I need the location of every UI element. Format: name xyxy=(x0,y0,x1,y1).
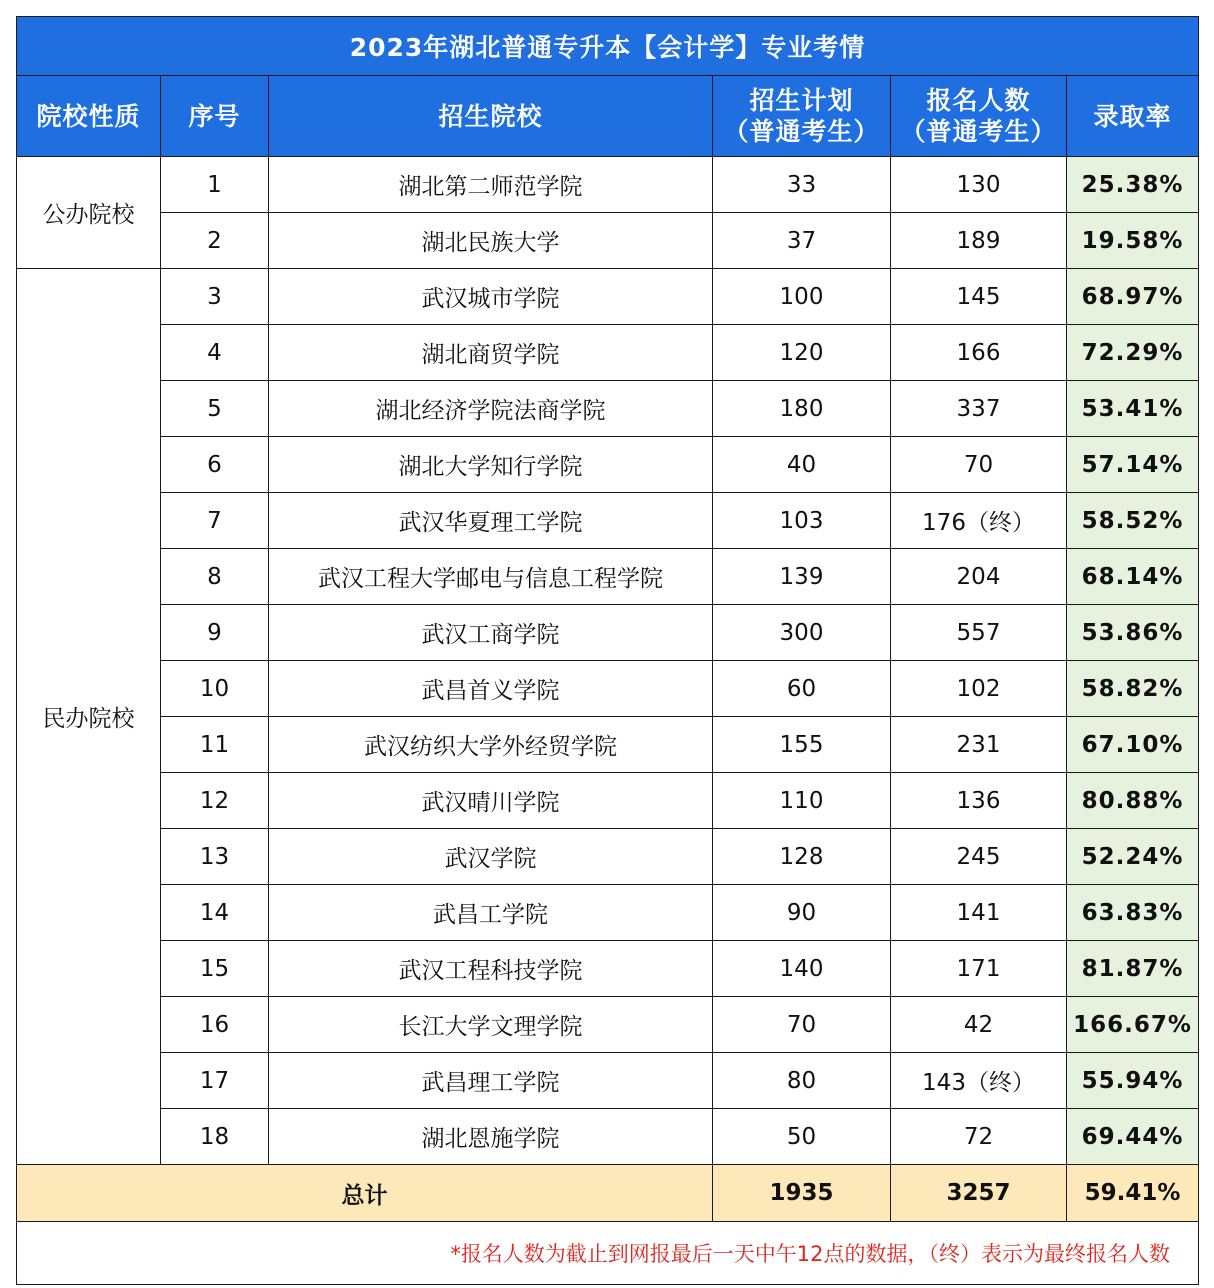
row-number: 14 xyxy=(161,885,269,941)
applicant-count: 141 xyxy=(891,885,1067,941)
plan-count: 140 xyxy=(713,941,891,997)
school-name: 湖北民族大学 xyxy=(269,213,713,269)
total-row xyxy=(17,1165,1199,1222)
table-row xyxy=(17,885,1199,941)
applicant-count: 231 xyxy=(891,717,1067,773)
plan-count: 110 xyxy=(713,773,891,829)
admission-rate: 67.10% xyxy=(1067,717,1199,773)
table-row xyxy=(17,941,1199,997)
plan-count: 103 xyxy=(713,493,891,549)
plan-count: 33 xyxy=(713,157,891,213)
row-number: 3 xyxy=(161,269,269,325)
school-name: 武昌工学院 xyxy=(269,885,713,941)
table-row xyxy=(17,437,1199,493)
school-name: 武汉晴川学院 xyxy=(269,773,713,829)
plan-count: 70 xyxy=(713,997,891,1053)
applicant-count: 72 xyxy=(891,1109,1067,1165)
table-row xyxy=(17,493,1199,549)
header-number: 序号 xyxy=(161,76,269,157)
plan-count: 300 xyxy=(713,605,891,661)
table-row xyxy=(17,325,1199,381)
row-number: 13 xyxy=(161,829,269,885)
plan-count: 139 xyxy=(713,549,891,605)
admission-rate: 53.41% xyxy=(1067,381,1199,437)
applicant-count: 130 xyxy=(891,157,1067,213)
row-number: 7 xyxy=(161,493,269,549)
school-name: 武汉工程大学邮电与信息工程学院 xyxy=(269,549,713,605)
plan-count: 155 xyxy=(713,717,891,773)
category-public: 公办院校 xyxy=(17,157,161,269)
row-number: 10 xyxy=(161,661,269,717)
applicant-count: 245 xyxy=(891,829,1067,885)
table-row xyxy=(17,381,1199,437)
table-row xyxy=(17,829,1199,885)
header-applicants xyxy=(891,76,1067,157)
admission-rate: 69.44% xyxy=(1067,1109,1199,1165)
total-label: 总计 xyxy=(17,1165,713,1222)
admission-rate: 58.52% xyxy=(1067,493,1199,549)
table-row xyxy=(17,1053,1199,1109)
plan-count: 40 xyxy=(713,437,891,493)
row-number: 6 xyxy=(161,437,269,493)
admission-rate: 68.14% xyxy=(1067,549,1199,605)
school-name: 武昌理工学院 xyxy=(269,1053,713,1109)
plan-count: 60 xyxy=(713,661,891,717)
header-plan-line2: （普通考生） xyxy=(723,117,880,146)
plan-count: 120 xyxy=(713,325,891,381)
table-row xyxy=(17,773,1199,829)
row-number: 16 xyxy=(161,997,269,1053)
admission-table-sheet xyxy=(16,16,1198,1285)
row-number: 18 xyxy=(161,1109,269,1165)
row-number: 9 xyxy=(161,605,269,661)
school-name: 武汉工程科技学院 xyxy=(269,941,713,997)
plan-count: 100 xyxy=(713,269,891,325)
admission-rate: 166.67% xyxy=(1067,997,1199,1053)
applicant-count: 70 xyxy=(891,437,1067,493)
header-school: 招生院校 xyxy=(269,76,713,157)
admission-rate: 72.29% xyxy=(1067,325,1199,381)
row-number: 4 xyxy=(161,325,269,381)
school-name: 湖北第二师范学院 xyxy=(269,157,713,213)
applicant-count: 166 xyxy=(891,325,1067,381)
school-name: 长江大学文理学院 xyxy=(269,997,713,1053)
school-name: 湖北经济学院法商学院 xyxy=(269,381,713,437)
admission-rate: 68.97% xyxy=(1067,269,1199,325)
footnote: *报名人数为截止到网报最后一天中午12点的数据，（终）表示为最终报名人数 xyxy=(17,1222,1199,1285)
admission-rate: 63.83% xyxy=(1067,885,1199,941)
header-applicants-line1: 报名人数 xyxy=(926,86,1031,115)
row-number: 2 xyxy=(161,213,269,269)
row-number: 5 xyxy=(161,381,269,437)
admission-table xyxy=(16,16,1199,1285)
admission-rate: 52.24% xyxy=(1067,829,1199,885)
category-private: 民办院校 xyxy=(17,269,161,1165)
school-name: 湖北商贸学院 xyxy=(269,325,713,381)
header-plan-line1: 招生计划 xyxy=(749,86,854,115)
row-number: 12 xyxy=(161,773,269,829)
plan-count: 180 xyxy=(713,381,891,437)
applicant-count: 557 xyxy=(891,605,1067,661)
table-row xyxy=(17,661,1199,717)
total-applicants: 3257 xyxy=(891,1165,1067,1222)
applicant-count: 143（终） xyxy=(891,1053,1067,1109)
school-name: 武汉工商学院 xyxy=(269,605,713,661)
row-number: 17 xyxy=(161,1053,269,1109)
applicant-count: 204 xyxy=(891,549,1067,605)
admission-rate: 80.88% xyxy=(1067,773,1199,829)
row-number: 8 xyxy=(161,549,269,605)
header-plan xyxy=(713,76,891,157)
header-applicants-line2: （普通考生） xyxy=(900,117,1057,146)
total-rate: 59.41% xyxy=(1067,1165,1199,1222)
admission-rate: 19.58% xyxy=(1067,213,1199,269)
applicant-count: 171 xyxy=(891,941,1067,997)
header-rate: 录取率 xyxy=(1067,76,1199,157)
table-row xyxy=(17,549,1199,605)
school-name: 武汉城市学院 xyxy=(269,269,713,325)
plan-count: 80 xyxy=(713,1053,891,1109)
admission-rate: 57.14% xyxy=(1067,437,1199,493)
table-row xyxy=(17,269,1199,325)
plan-count: 128 xyxy=(713,829,891,885)
header-school-type: 院校性质 xyxy=(17,76,161,157)
applicant-count: 145 xyxy=(891,269,1067,325)
table-body xyxy=(17,157,1199,1165)
table-row xyxy=(17,157,1199,213)
row-number: 15 xyxy=(161,941,269,997)
table-row xyxy=(17,605,1199,661)
plan-count: 90 xyxy=(713,885,891,941)
admission-rate: 81.87% xyxy=(1067,941,1199,997)
total-plan: 1935 xyxy=(713,1165,891,1222)
table-row xyxy=(17,1109,1199,1165)
school-name: 武汉纺织大学外经贸学院 xyxy=(269,717,713,773)
table-title: 2023年湖北普通专升本【会计学】专业考情 xyxy=(17,17,1199,76)
school-name: 湖北大学知行学院 xyxy=(269,437,713,493)
school-name: 武汉华夏理工学院 xyxy=(269,493,713,549)
school-name: 湖北恩施学院 xyxy=(269,1109,713,1165)
table-row xyxy=(17,717,1199,773)
admission-rate: 53.86% xyxy=(1067,605,1199,661)
admission-rate: 58.82% xyxy=(1067,661,1199,717)
applicant-count: 337 xyxy=(891,381,1067,437)
school-name: 武昌首义学院 xyxy=(269,661,713,717)
school-name: 武汉学院 xyxy=(269,829,713,885)
plan-count: 50 xyxy=(713,1109,891,1165)
applicant-count: 176（终） xyxy=(891,493,1067,549)
header-row xyxy=(17,76,1199,157)
admission-rate: 25.38% xyxy=(1067,157,1199,213)
admission-rate: 55.94% xyxy=(1067,1053,1199,1109)
table-row xyxy=(17,213,1199,269)
applicant-count: 42 xyxy=(891,997,1067,1053)
row-number: 1 xyxy=(161,157,269,213)
plan-count: 37 xyxy=(713,213,891,269)
row-number: 11 xyxy=(161,717,269,773)
table-row xyxy=(17,997,1199,1053)
applicant-count: 102 xyxy=(891,661,1067,717)
applicant-count: 136 xyxy=(891,773,1067,829)
applicant-count: 189 xyxy=(891,213,1067,269)
